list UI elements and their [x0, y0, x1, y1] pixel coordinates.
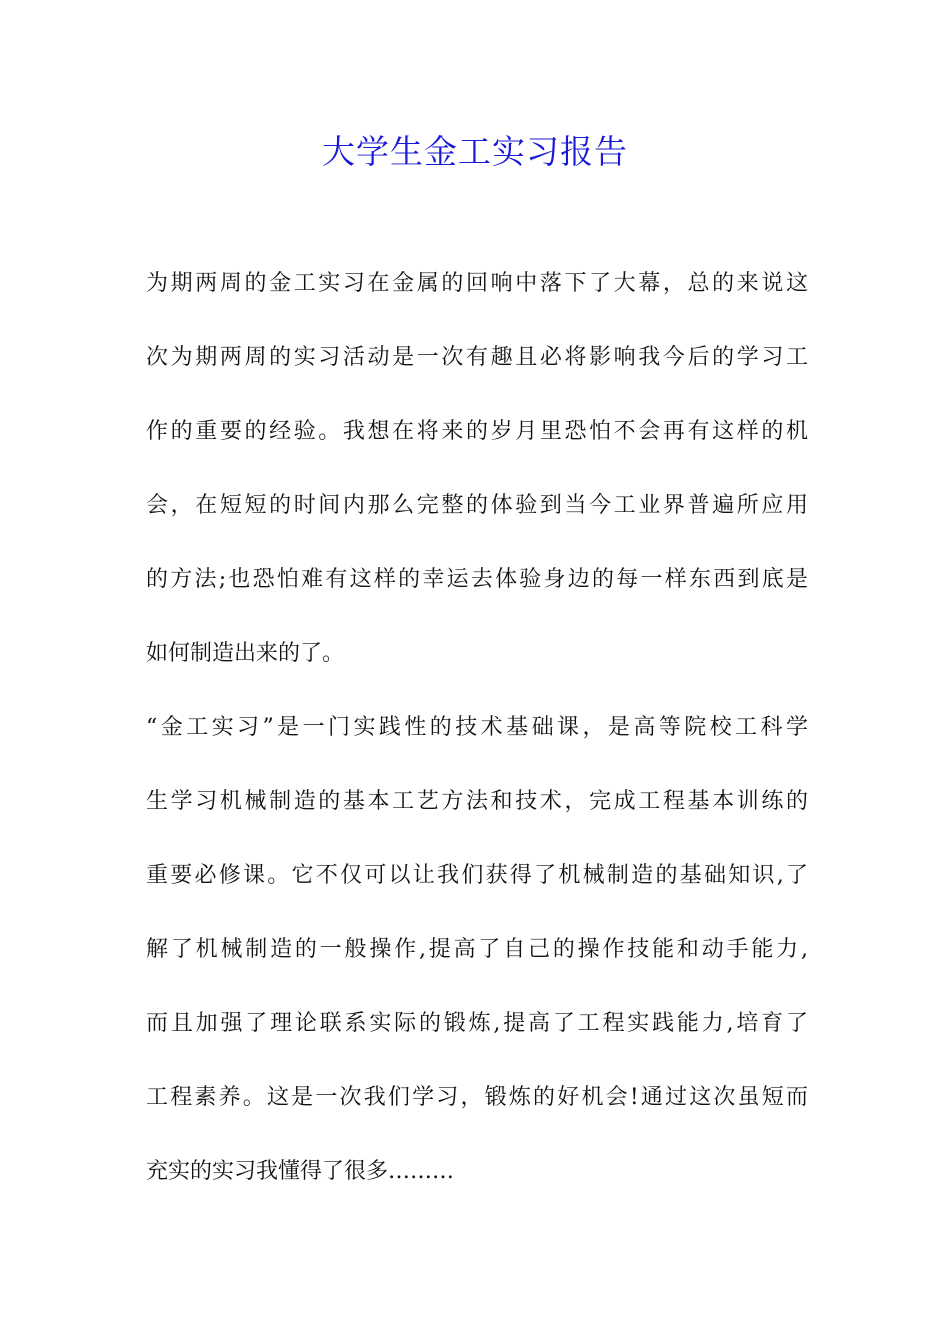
- paragraph-line: 如何制造出来的了。: [146, 641, 345, 666]
- paragraph-line: 解了机械制造的一般操作,提高了自己的操作技能和动手能力,: [146, 937, 808, 962]
- paragraph-line: 充实的实习我懂得了很多………: [146, 1159, 455, 1184]
- document-body: [146, 262, 808, 1224]
- paragraph-line: 会，在短短的时间内那么完整的体验到当今工业界普遍所应用: [146, 493, 808, 518]
- paragraph-line: “金工实习”是一门实践性的技术基础课，是高等院校工科学: [146, 715, 808, 740]
- paragraph-line: 次为期两周的实习活动是一次有趣且必将影响我今后的学习工: [146, 345, 808, 370]
- paragraph-2: [146, 706, 808, 1224]
- paragraph-line: 为期两周的金工实习在金属的回响中落下了大幕，总的来说这: [146, 271, 808, 296]
- paragraph-line: 重要必修课。它不仅可以让我们获得了机械制造的基础知识,了: [146, 863, 808, 888]
- document-title: 大学生金工实习报告: [322, 132, 628, 171]
- paragraph-line: 的方法;也恐怕难有这样的幸运去体验身边的每一样东西到底是: [146, 567, 808, 592]
- paragraph-line: 工程素养。这是一次我们学习，锻炼的好机会!通过这次虽短而: [146, 1085, 808, 1110]
- paragraph-line: 而且加强了理论联系实际的锻炼,提高了工程实践能力,培育了: [146, 1011, 808, 1036]
- paragraph-line: 作的重要的经验。我想在将来的岁月里恐怕不会再有这样的机: [146, 419, 808, 444]
- paragraph-line: 生学习机械制造的基本工艺方法和技术，完成工程基本训练的: [146, 789, 808, 814]
- paragraph-1: [146, 262, 808, 706]
